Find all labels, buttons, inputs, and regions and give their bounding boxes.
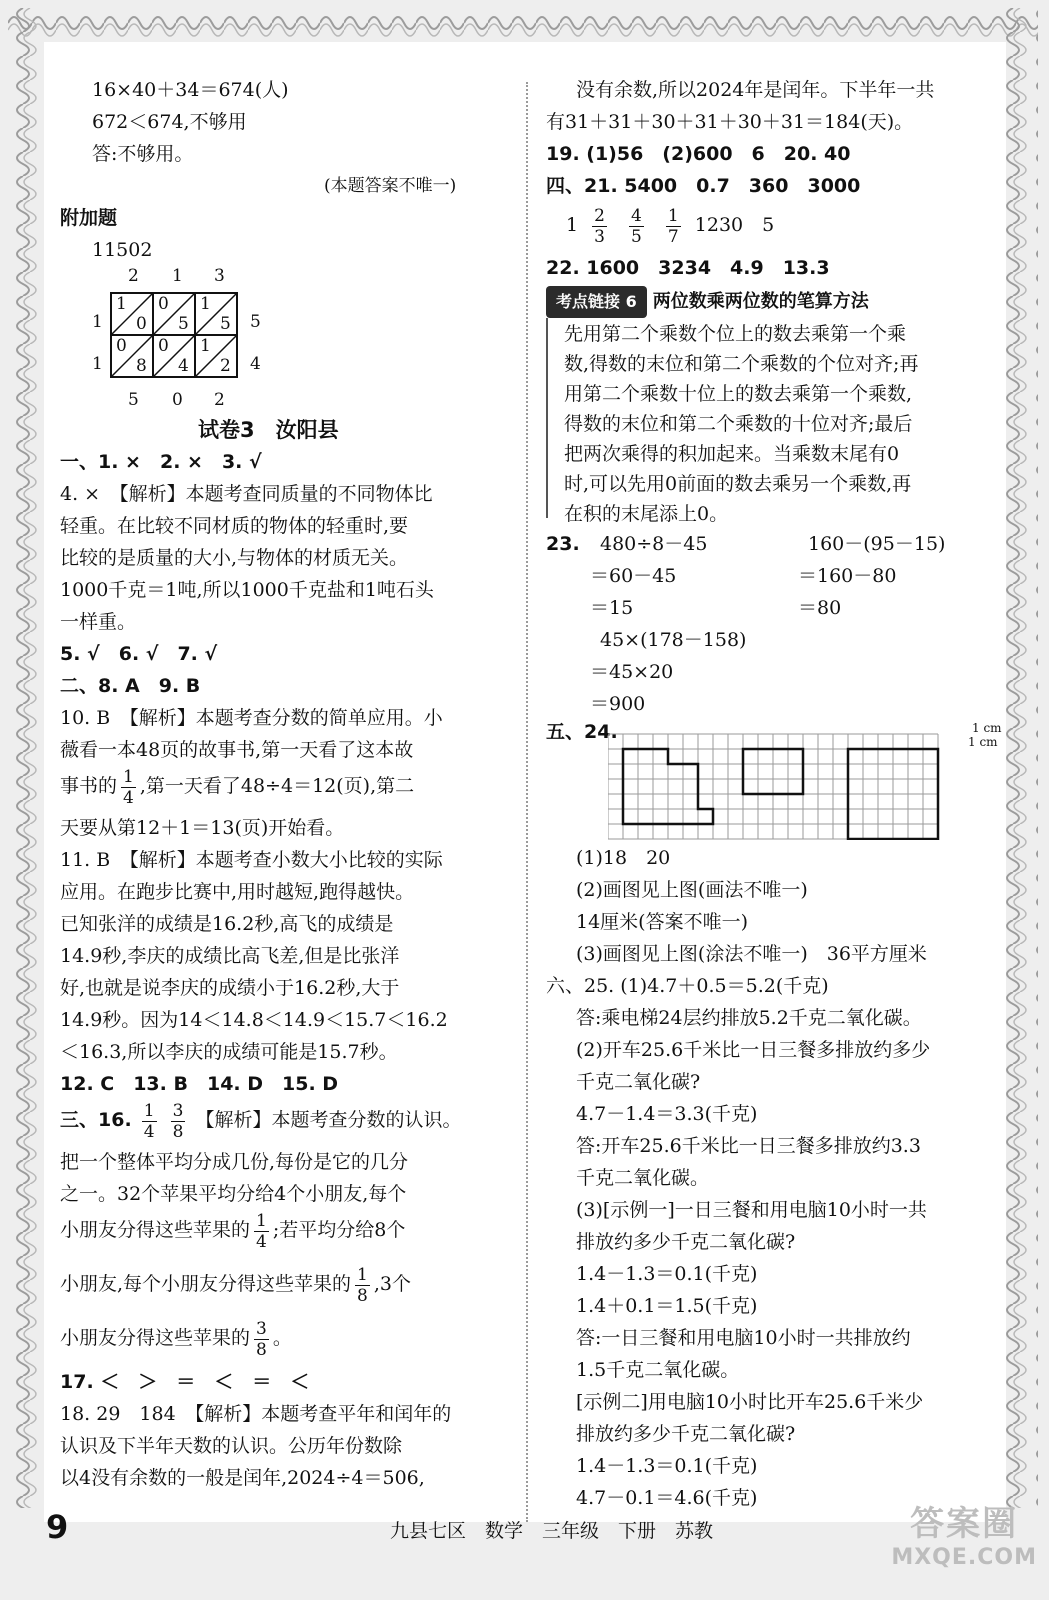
- lattice-cell-digit: 1: [116, 294, 127, 314]
- answer-line: 二、8. A 9. B: [60, 675, 201, 697]
- watermark-url: MXQE.COM: [891, 1545, 1037, 1570]
- numerator: 2: [594, 205, 605, 226]
- answer-line: [60, 1316, 292, 1360]
- answer-line: 比较的是质量的大小,与物体的材质无关。: [60, 547, 409, 569]
- calc-line: ＝160－80: [798, 565, 897, 587]
- answer-line: (2)画图见上图(画法不唯一): [576, 879, 808, 901]
- answer-line: (1)18 20: [576, 847, 671, 869]
- answer-line: 薇看一本48页的故事书,第一天看了这本故: [60, 739, 414, 761]
- answer-line: 没有余数,所以2024年是闰年。下半年一共: [576, 79, 935, 101]
- lattice-cell-digit: 1: [200, 336, 211, 356]
- question-number: 23.: [546, 533, 580, 555]
- numerator: 1: [123, 766, 134, 787]
- text-span: 小朋友分得这些苹果的: [60, 1219, 251, 1241]
- answer-line: 一样重。: [60, 611, 137, 633]
- test-title: 试卷3 汝阳县: [198, 418, 339, 442]
- answer-line: 1.4＋0.1＝1.5(千克): [576, 1295, 758, 1317]
- answer-line: 好,也就是说李庆的成绩小于16.2秒,大于: [60, 977, 400, 999]
- numerator: 1: [667, 205, 679, 226]
- answer-line: 认识及下半年天数的认识。公历年份数除: [60, 1435, 403, 1457]
- answer-line: 千克二氧化碳?: [576, 1071, 701, 1093]
- answer-line: 之一。32个苹果平均分给4个小朋友,每个: [60, 1183, 407, 1205]
- answer-line: 11. B 【解析】本题考查小数大小比较的实际: [60, 849, 443, 871]
- lattice-right-digit: 4: [250, 354, 261, 374]
- note-text: (本题答案不唯一): [324, 176, 457, 196]
- denominator: 7: [667, 226, 679, 247]
- answer-line: (2)开车25.6千米比一日三餐多排放约多少: [576, 1039, 931, 1061]
- answer-line: [60, 1098, 461, 1142]
- tip-line: 先用第二个乘数个位上的数去乘第一个乘: [564, 323, 907, 345]
- answer-line: ＜16.3,所以李庆的成绩可能是15.7秒。: [60, 1041, 398, 1063]
- text-span: ;若平均分给8个: [272, 1219, 406, 1241]
- denominator: 8: [357, 1285, 368, 1306]
- calc-line: 160－(95－15): [808, 533, 946, 555]
- lattice-bottom-digit: 2: [214, 390, 225, 410]
- lattice-left-digit: 1: [92, 354, 103, 374]
- answer-line: 4. × 【解析】本题考查同质量的不同物体比: [60, 483, 433, 505]
- book-info: 九县七区 数学 三年级 下册 苏教: [390, 1520, 714, 1542]
- answer-line: 14厘米(答案不唯一): [576, 911, 749, 933]
- answer-line: 已知张洋的成绩是16.2秒,高飞的成绩是: [60, 913, 394, 935]
- calc-line: ＝900: [590, 693, 646, 715]
- answer-line: [60, 764, 414, 808]
- lattice-cell-digit: 8: [136, 356, 147, 376]
- text-line: 672＜674,不够用: [92, 111, 247, 133]
- watermark: [891, 1496, 1037, 1570]
- answer-line: 答:乘电梯24层约排放5.2千克二氧化碳。: [576, 1007, 922, 1029]
- answer-line: 18. 29 184 【解析】本题考查平年和闰年的: [60, 1403, 452, 1425]
- fraction: [254, 1319, 269, 1360]
- tip-header: [546, 286, 869, 318]
- calc-line: 480÷8－45: [600, 533, 708, 555]
- fraction: [121, 767, 136, 808]
- lattice-right-digit: 5: [250, 312, 261, 332]
- answer-line: (3)画图见上图(涂法不唯一) 36平方厘米: [576, 943, 927, 965]
- answer-line: 4.7－0.1＝4.6(千克): [576, 1487, 758, 1509]
- watermark-text: 答案圈: [910, 1504, 1019, 1544]
- calc-line: ＝60－45: [590, 565, 677, 587]
- answer-line: 14.9秒。因为14＜14.8＜14.9＜15.7＜16.2: [60, 1009, 448, 1031]
- numerator: 4: [631, 205, 642, 226]
- fraction: [142, 1101, 157, 1142]
- answer-line: 千克二氧化碳。: [576, 1167, 710, 1189]
- text-span: 【解析】本题考查分数的认识。: [195, 1109, 462, 1131]
- lattice-top-digit: 3: [214, 266, 225, 286]
- answer-line: 1000千克＝1吨,所以1000千克盐和1吨石头: [60, 579, 434, 601]
- fraction: [171, 1101, 186, 1142]
- answer-page: [44, 42, 1006, 1522]
- column-divider: [526, 82, 528, 1522]
- tip-line: 在积的末尾添上0。: [564, 503, 729, 525]
- answer-line: 10. B 【解析】本题考查分数的简单应用。小: [60, 707, 443, 729]
- text-span: 小朋友,每个小朋友分得这些苹果的: [60, 1273, 352, 1295]
- fraction: [629, 206, 644, 247]
- numerator: 1: [143, 1100, 155, 1121]
- denominator: 4: [123, 787, 134, 808]
- tip-title: 两位数乘两位数的笔算方法: [652, 291, 869, 312]
- lattice-left-digit: 1: [92, 312, 103, 332]
- lattice-cell-digit: 0: [158, 336, 169, 356]
- lattice-bottom-digit: 5: [128, 390, 139, 410]
- page-number: 9: [46, 1508, 69, 1546]
- denominator: 4: [143, 1121, 155, 1142]
- numerator: 3: [172, 1100, 184, 1121]
- text-line: 答:不够用。: [92, 143, 194, 165]
- answer-line: 把一个整体平均分成几份,每份是它的几分: [60, 1151, 409, 1173]
- tip-box: [546, 318, 994, 525]
- answer-line: 应用。在跑步比赛中,用时越短,跑得越快。: [60, 881, 415, 903]
- answer-line: 22. 1600 3234 4.9 13.3: [546, 257, 830, 279]
- answer-line: [566, 200, 774, 250]
- numerator: 1: [256, 1210, 267, 1231]
- denominator: 4: [256, 1231, 267, 1252]
- tip-line: 时,可以先用0前面的数去乘另一个乘数,再: [564, 473, 912, 495]
- answer-line: 四、21. 5400 0.7 360 3000: [546, 175, 861, 197]
- answer-line: [60, 1262, 411, 1306]
- numerator: 3: [256, 1318, 267, 1339]
- bonus-answer: 11502: [92, 239, 153, 261]
- text-span: ,第一天看了48÷4＝12(页),第二: [139, 775, 415, 797]
- lattice-diagram: [74, 266, 294, 416]
- answer-line: 4.7－1.4＝3.3(千克): [576, 1103, 758, 1125]
- question-number: 三、16.: [60, 1109, 132, 1131]
- lattice-cell-digit: 0: [116, 336, 127, 356]
- lattice-cell-digit: 1: [200, 294, 211, 314]
- answer-line: 以4没有余数的一般是闰年,2024÷4＝506,: [60, 1467, 425, 1489]
- text-span: 。: [272, 1327, 292, 1349]
- lattice-cell-digit: 0: [136, 314, 147, 334]
- answer-line: 轻重。在比较不同材质的物体的轻重时,要: [60, 515, 409, 537]
- grid-unit-height: 1 cm: [968, 735, 998, 749]
- denominator: 3: [594, 226, 605, 247]
- grid-unit-width: 1 cm: [972, 721, 1002, 735]
- lattice-bottom-digit: 0: [172, 390, 183, 410]
- answer-line: 12. C 13. B 14. D 15. D: [60, 1073, 339, 1095]
- calc-line: ＝45×20: [590, 661, 674, 683]
- answer-line: 1.4－1.3＝0.1(千克): [576, 1263, 758, 1285]
- fraction: [666, 206, 681, 247]
- calc-line: ＝15: [590, 597, 634, 619]
- text-line: 16×40＋34＝674(人): [92, 79, 289, 101]
- fraction: [592, 206, 607, 247]
- answer-line: [示例二]用电脑10小时比开车25.6千米少: [576, 1391, 924, 1413]
- answer-line: 5. √ 6. √ 7. √: [60, 643, 218, 665]
- answer-line: 答:一日三餐和用电脑10小时一共排放约: [576, 1327, 911, 1349]
- denominator: 8: [256, 1339, 267, 1360]
- lattice-top-digit: 1: [172, 266, 183, 286]
- lattice-cell-digit: 5: [178, 314, 189, 334]
- text-span: 1: [566, 214, 579, 236]
- grid-figure: [608, 728, 968, 840]
- answer-line: 19. (1)56 (2)600 6 20. 40: [546, 143, 851, 165]
- tip-line: 得数的末位和第二个乘数的十位对齐;最后: [564, 413, 913, 435]
- fraction: [254, 1211, 269, 1252]
- numerator: 1: [357, 1264, 368, 1285]
- denominator: 8: [172, 1121, 184, 1142]
- text-span: 小朋友分得这些苹果的: [60, 1327, 251, 1349]
- text-span: 事书的: [60, 775, 118, 797]
- answer-line: 17. ＜ ＞ ＝ ＜ ＝ ＜: [60, 1371, 310, 1393]
- answer-line: 排放约多少千克二氧化碳?: [576, 1423, 796, 1445]
- tip-line: 数,得数的末位和第二个乘数的个位对齐;再: [564, 353, 919, 375]
- answer-line: 1.4－1.3＝0.1(千克): [576, 1455, 758, 1477]
- answer-line: 答:开车25.6千米比一日三餐多排放约3.3: [576, 1135, 921, 1157]
- answer-line: 排放约多少千克二氧化碳?: [576, 1231, 796, 1253]
- calc-line: ＝80: [798, 597, 842, 619]
- lattice-cell-digit: 5: [220, 314, 231, 334]
- answer-line: 天要从第12＋1＝13(页)开始看。: [60, 817, 345, 839]
- lattice-cell-digit: 4: [178, 356, 189, 376]
- calc-line: 45×(178－158): [600, 629, 747, 651]
- answer-line: 六、25. (1)4.7＋0.5＝5.2(千克): [546, 975, 829, 997]
- tip-line: 用第二个乘数十位上的数去乘第一个乘数,: [564, 383, 913, 405]
- lattice-top-digit: 2: [128, 266, 139, 286]
- answer-line: 有31＋31＋30＋31＋30＋31＝184(天)。: [546, 111, 914, 133]
- answer-line: 一、1. × 2. × 3. √: [60, 451, 262, 473]
- answer-line: 14.9秒,李庆的成绩比高飞差,但是比张洋: [60, 945, 400, 967]
- text-span: ,3个: [373, 1273, 412, 1295]
- tip-tag: 考点链接 6: [546, 286, 647, 318]
- lattice-cell-digit: 0: [158, 294, 169, 314]
- question-number: 五、24.: [546, 721, 618, 743]
- answer-line: (3)[示例一]一日三餐和用电脑10小时一共: [576, 1199, 927, 1221]
- denominator: 5: [631, 226, 642, 247]
- bonus-title: 附加题: [60, 207, 118, 229]
- tip-line: 把两次乘得的积加起来。当乘数末尾有0: [564, 443, 900, 465]
- answer-line: 1.5千克二氧化碳。: [576, 1359, 740, 1381]
- text-span: 1230 5: [694, 214, 775, 236]
- answer-line: [60, 1208, 405, 1252]
- lattice-cell-digit: 2: [220, 356, 231, 376]
- fraction: [355, 1265, 370, 1306]
